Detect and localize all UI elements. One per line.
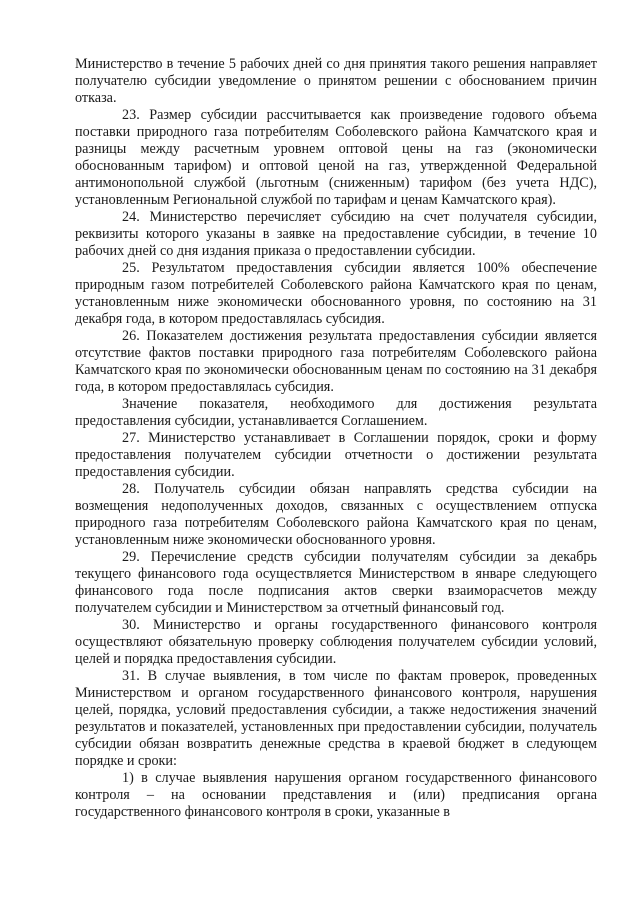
paragraph-24: 24. Министерство перечисляет субсидию на счет получателя субсидии, реквизиты которого указаны в заявке на предоставление субсидии, в течение 10 рабочих дней со дня издания приказа о предоставлении субсидии.: [75, 209, 597, 259]
paragraph-31: 31. В случае выявления, в том числе по фактам проверок, проведенных Министерством и органом государственного финансового контроля, нарушения целей, порядка, условий предоставления субсидии, а также недостижения значений результатов и показателей, установленных при предоставлении субсидии, получатель субсидии обязан возвратить денежные средства в краевой бюджет в следующем порядке и сроки:: [75, 668, 597, 769]
paragraph-29: 29. Перечисление средств субсидии получателям субсидии за декабрь текущего финансового года осуществляется Министерством в январе следующего финансового года после подписания актов сверки взаиморасчетов между получателем субсидии и Министерством за отчетный финансовый год.: [75, 549, 597, 616]
paragraph-26: 26. Показателем достижения результата предоставления субсидии является отсутствие фактов поставки природного газа потребителям Соболевского района Камчатского края по экономически обоснованным ценам по состоянию на 31 декабря года, в котором предоставлялась субсидия.: [75, 328, 597, 395]
paragraph-30: 30. Министерство и органы государственного финансового контроля осуществляют обязательную проверку соблюдения получателем субсидии условий, целей и порядка предоставления субсидии.: [75, 617, 597, 667]
paragraph-26-value: Значение показателя, необходимого для достижения результата предоставления субсидии, устанавливается Соглашением.: [75, 396, 597, 429]
paragraph-27: 27. Министерство устанавливает в Соглашении порядок, сроки и форму предоставления получателем субсидии отчетности о достижении результата предоставления субсидии.: [75, 430, 597, 480]
paragraph-25: 25. Результатом предоставления субсидии является 100% обеспечение природным газом потребителей Соболевского района Камчатского края по ценам, установленным ниже экономически обоснованного уровня, по состоянию на 31 декабря года, в котором предоставлялась субсидия.: [75, 260, 597, 327]
paragraph-31-item-1: 1) в случае выявления нарушения органом государственного финансового контроля – на основании представления и (или) предписания органа государственного финансового контроля в сроки, указанные в: [75, 770, 597, 820]
document-page: [75, 56, 597, 821]
paragraph-continuation: Министерство в течение 5 рабочих дней со дня принятия такого решения направляет получателю субсидии уведомление о принятом решении с обоснованием причин отказа.: [75, 56, 597, 106]
paragraph-28: 28. Получатель субсидии обязан направлять средства субсидии на возмещения недополученных доходов, связанных с осуществлением отпуска природного газа потребителям Соболевского района Камчатского края по ценам, установленным ниже экономически обоснованного уровня.: [75, 481, 597, 548]
paragraph-23: 23. Размер субсидии рассчитывается как произведение годового объема поставки природного газа потребителям Соболевского района Камчатского края и разницы между расчетным уровнем оптовой цены на газ (экономически обоснованным тарифом) и оптовой ценой на газ, утвержденной Федеральной антимонопольной службой (льготным (сниженным) тарифом (без учета НДС), установленным Региональной службой по тарифам и ценам Камчатского края).: [75, 107, 597, 208]
